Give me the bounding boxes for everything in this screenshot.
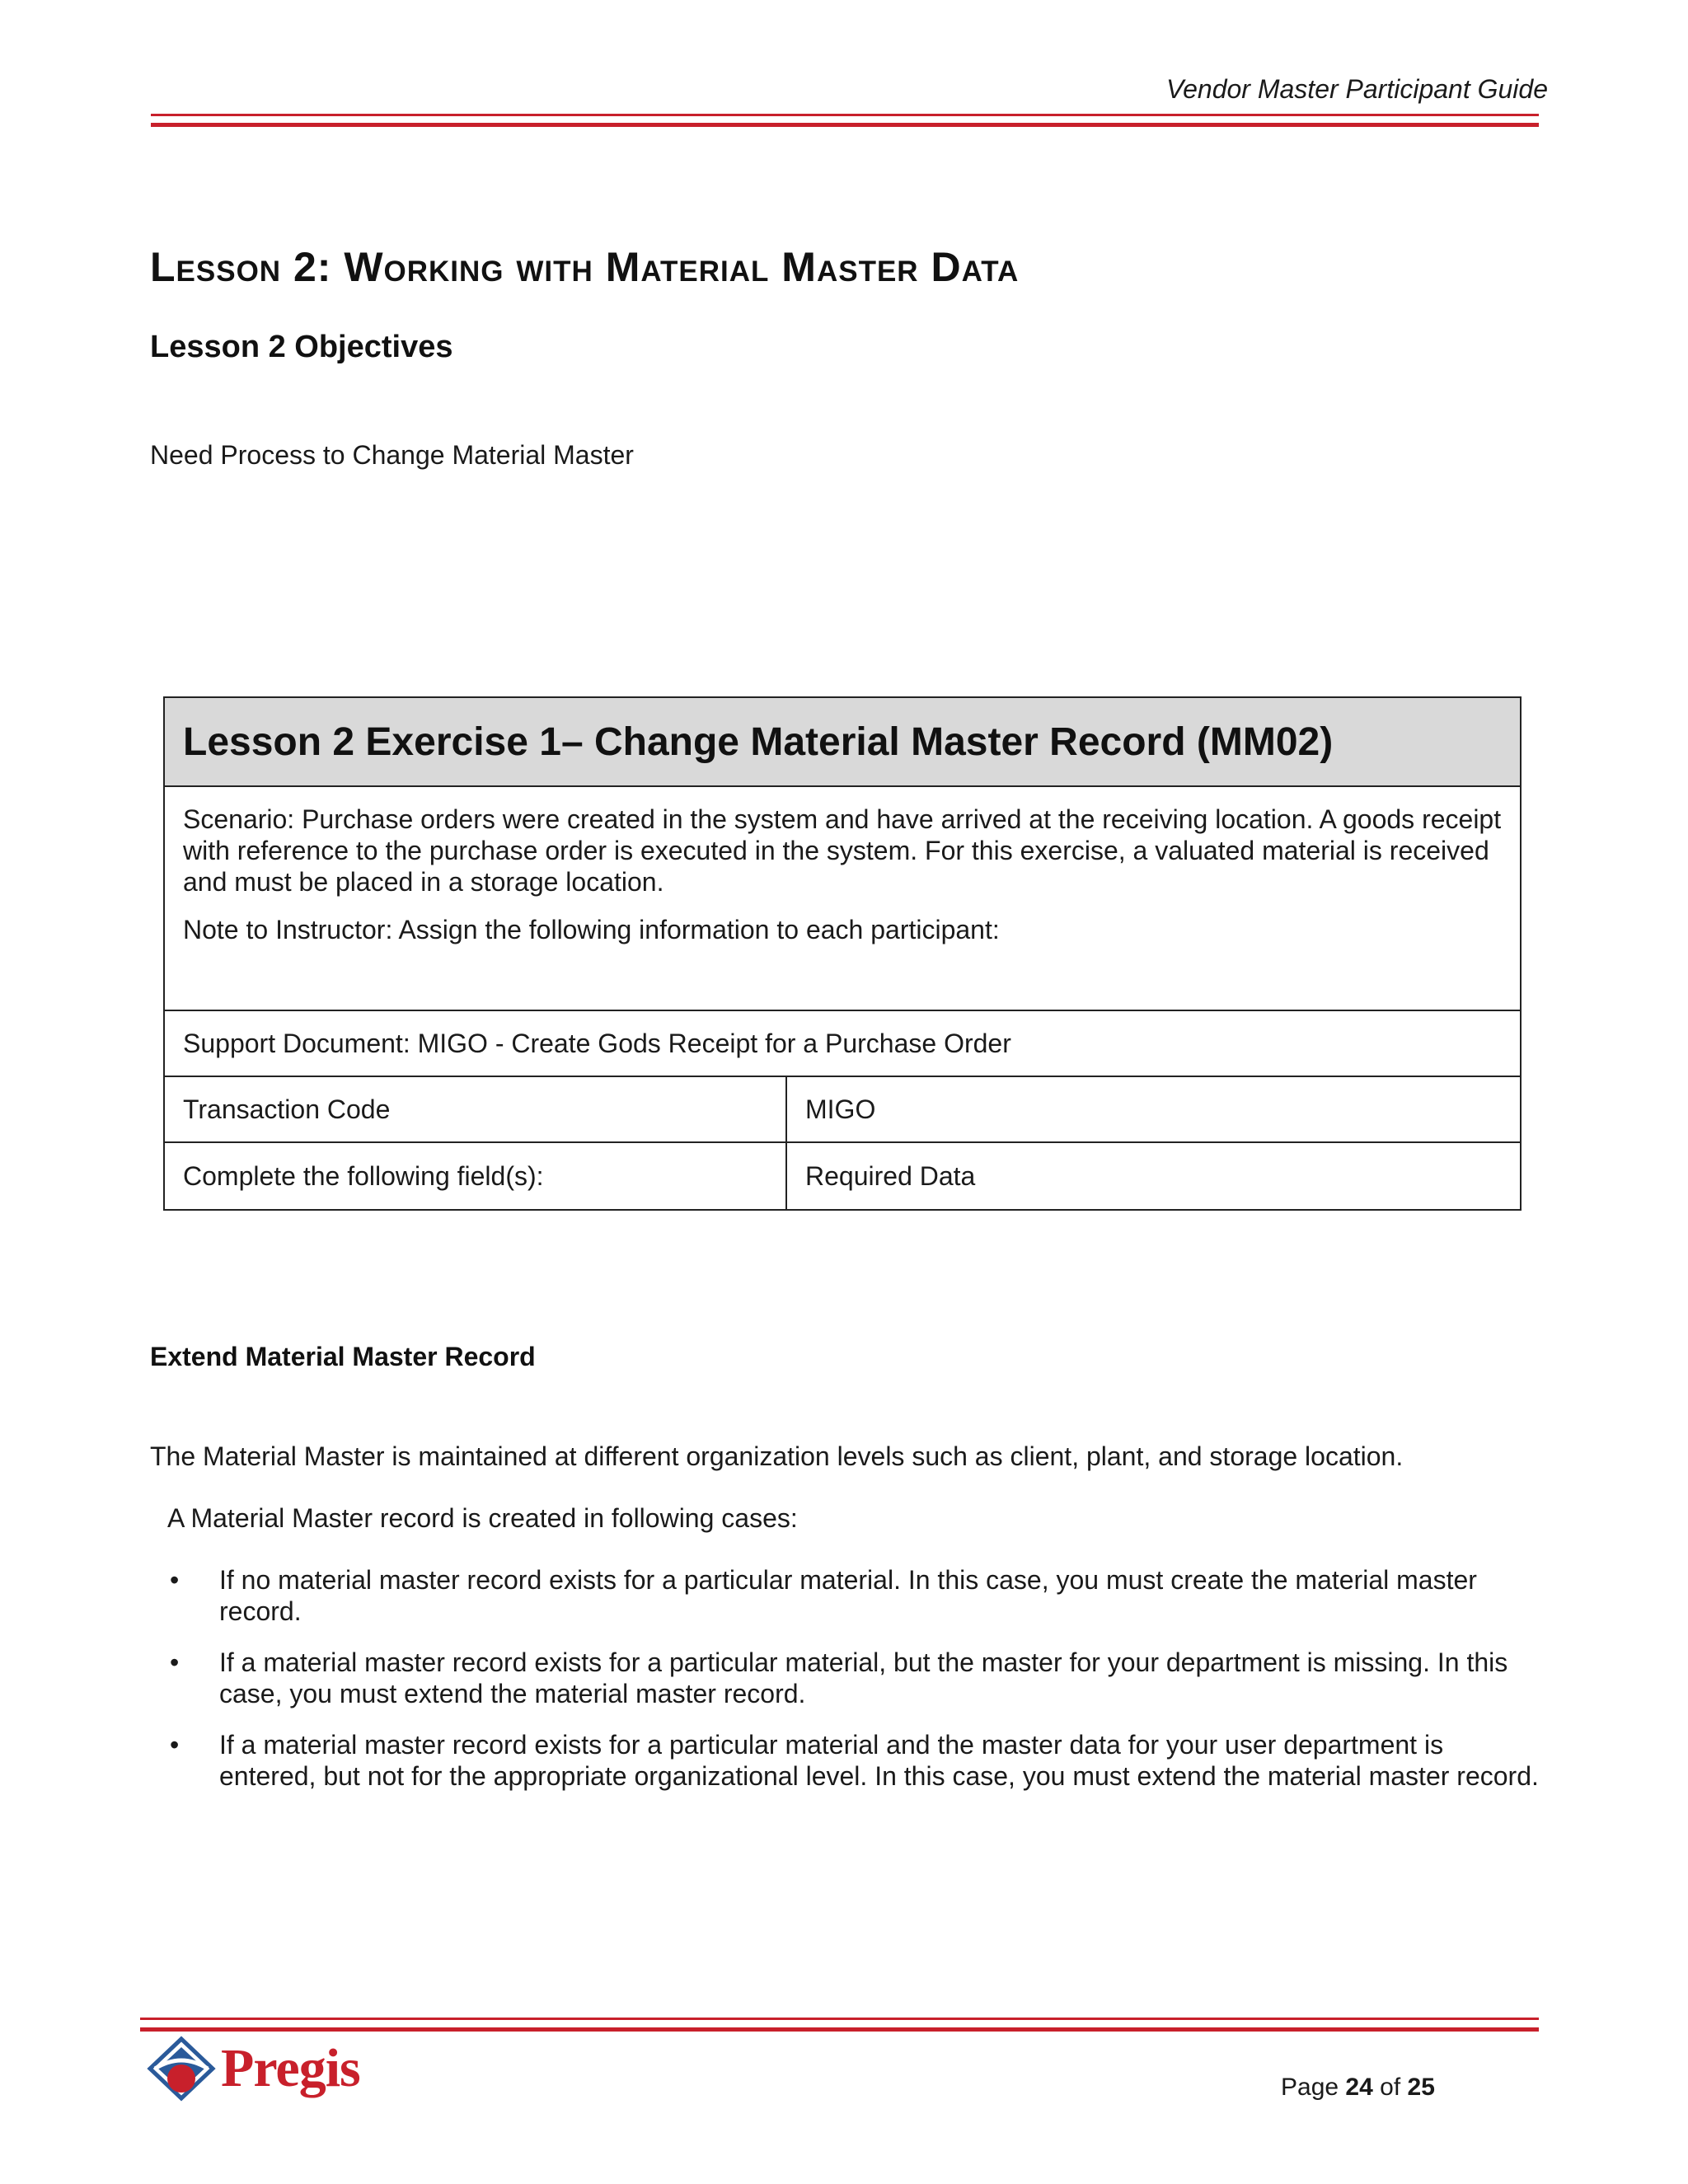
header-title: Vendor Master Participant Guide (1165, 74, 1548, 104)
section-paragraph: A Material Master record is created in following cases: (167, 1503, 798, 1533)
pregis-logo (147, 2036, 360, 2102)
exercise-title-row (165, 698, 1520, 787)
table-row (165, 1077, 1520, 1143)
objectives-title: Lesson 2 Objectives (150, 330, 453, 364)
table-cell-value: Required Data (805, 1160, 976, 1191)
exercise-table (163, 696, 1522, 1211)
exercise-title: Lesson 2 Exercise 1– Change Material Master Record (MM02) (183, 719, 1334, 764)
table-cell-label: Transaction Code (165, 1077, 787, 1141)
scenario-text: Scenario: Purchase orders were created in the system and have arrived at the receiving location. A goods receipt with reference to the purchase order is executed in the system. For this exercise, a valuated material is received and must be placed in a storage location. (183, 804, 1502, 897)
support-document-row (165, 1011, 1520, 1077)
list-item-text: If a material master record exists for a particular material and the master data for your user department is entered, but not for the appropriate organizational level. In this case, you must extend the material master record. (219, 1730, 1539, 1791)
list-item-text: If no material master record exists for a particular material. In this case, you must create the material master record. (219, 1565, 1477, 1626)
footer-rule-thick (140, 2027, 1539, 2032)
list-item (165, 1647, 1541, 1709)
page-current: 24 (1345, 2074, 1373, 2101)
lesson-heading: Lesson 2: Working with Material Master Data (150, 244, 1020, 290)
header-rule-thin (151, 114, 1539, 116)
list-item-text: If a material master record exists for a particular material, but the master for your department is missing. In this case, you must extend the material master record. (219, 1647, 1508, 1708)
bullet-icon: • (170, 1730, 180, 1760)
footer-rule-thin (140, 2018, 1539, 2020)
section-title: Extend Material Master Record (150, 1342, 536, 1371)
instructor-note: Note to Instructor: Assign the following information to each participant: (183, 915, 1000, 944)
table-cell-label: Complete the following field(s): (165, 1143, 787, 1209)
table-cell-value: MIGO (805, 1094, 876, 1124)
support-document-text: Support Document: MIGO - Create Gods Receipt for a Purchase Order (183, 1028, 1011, 1058)
scenario-row (165, 787, 1520, 1011)
section-paragraph: The Material Master is maintained at different organization levels such as client, plant, and storage location. (150, 1441, 1404, 1471)
list-item (165, 1564, 1541, 1627)
pregis-logo-icon (147, 2036, 216, 2102)
page-number (1281, 2074, 1435, 2102)
page-of: of (1380, 2074, 1401, 2101)
page-prefix: Page (1281, 2074, 1339, 2101)
logo-text: Pregis (221, 2038, 360, 2098)
bullet-list (165, 1564, 1541, 1811)
objective-text: Need Process to Change Material Master (150, 440, 634, 470)
bullet-icon: • (170, 1647, 180, 1677)
header-rule-thick (151, 123, 1539, 127)
table-row (165, 1143, 1520, 1209)
list-item (165, 1729, 1541, 1792)
page-total: 25 (1407, 2074, 1435, 2101)
bullet-icon: • (170, 1565, 180, 1595)
